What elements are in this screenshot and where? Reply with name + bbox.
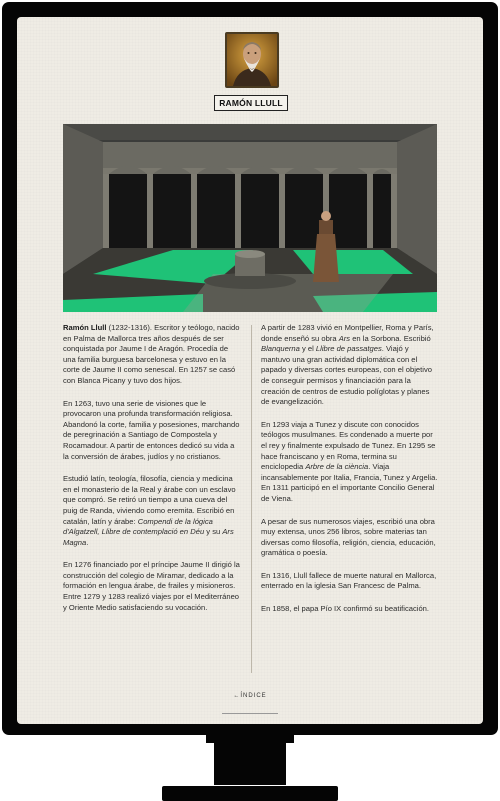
bio-text-run: en la Sorbona. Escribió: [350, 333, 431, 343]
bio-text-run: En 1276 financiado por el príncipe Jaume II dirigió la construcción del colegio de Miramar, dedicado a la formación en lengua árabe, de frailes y misioneros. Entre 1279 y 1283 realizó viajes por el Mediterráneo y Oriente Medio satisfaciendo su vocación.: [63, 560, 240, 612]
bio-text-run: En 1293 viaja a Tunez y discute con conocidos teólogos musulmanes. Es condenado a muerte por el rey y finalmente expulsado de Tunez. En 1295 se hace franciscano y en Roma, termina su enciclopedia: [261, 419, 436, 472]
bio-text-run: Estudió latín, teología, filosofía, ciencia y medicina en el monasterio de la Real y árabe con un esclavo que compró. Se retiró un tiempo a una cueva del puig de Randa, viviendo como eremita. Escribió en catalán, latín y árabe:: [63, 474, 236, 526]
bio-text-run: Ars: [338, 333, 351, 343]
bio-text-run: Ramón Llull: [63, 323, 107, 332]
bio-text-run: y su: [204, 527, 223, 537]
bio-text-run: . Viaja incansablemente por Italia, Francia, Tunez y Argelia. En 1311 participó en el importante Concilio General de Viena.: [261, 462, 438, 503]
name-label-box: [214, 95, 288, 111]
bio-text-run: En 1263, tuvo una serie de visiones que le provocaron una profunda transformación religiosa. Abandonó la corte, familia y posesiones, marchando de peregrinación a Santiago de Compostela y Rocamadour. A partir de entonces dedicó su vida a la conversión de árabes, judíos y no cristianos.: [63, 398, 240, 461]
bio-text-run: . Viajó y mantuvo una gran actividad diplomática con el papado y diversas cortes europeas, con el objetivo de conseguir permisos y financiación para la creación de centros de estudio políglotas y planes de evangelización.: [261, 344, 432, 407]
bio-text-run: Llibre de passatges: [315, 344, 382, 354]
footer-rule: [222, 713, 278, 714]
bio-text-run: y el: [299, 344, 316, 354]
bio-paragraph: [63, 474, 241, 548]
bio-text-run: (1232-1316). Escritor y teólogo, nacido en Palma de Mallorca tres años después de ser conquistada por Jaume I de Aragón. Procedía de una familia burguesa barcelonesa y estuvo en la corte de Jaume II como senescal. En 1257 se casó con Blanca Picany y tuvo dos hijos.: [63, 323, 240, 385]
bio-paragraph: [261, 420, 439, 505]
bio-paragraph: [261, 604, 439, 615]
bio-text-run: .: [86, 537, 89, 547]
bio-column-right: [261, 323, 439, 627]
bio-paragraph: [63, 323, 241, 387]
bio-text-run: En 1858, el papa Pío IX confirmó su beatificación.: [261, 604, 430, 614]
bio-paragraph: [63, 560, 241, 613]
bio-paragraph: [261, 517, 439, 559]
column-divider: [251, 325, 252, 673]
bio-text-run: En 1316, Llull fallece de muerte natural en Mallorca, enterrado en la iglesia San Francesc de Palma.: [261, 570, 437, 591]
bio-paragraph: [261, 323, 439, 408]
person-name: RAMÓN LLULL: [219, 98, 283, 108]
back-arrow-icon: ←: [233, 693, 241, 699]
bio-paragraph: [63, 399, 241, 463]
bio-paragraph: [261, 571, 439, 592]
bio-text-run: Blanquerna: [261, 344, 300, 354]
bio-text-run: Compendi de la lógica d'Algatzell, Llibre de contemplació en Déu: [63, 516, 213, 537]
monitor-stand-base: [162, 786, 338, 801]
bearded-man-portrait-icon: [227, 34, 277, 86]
bio-text-run: A pesar de sus numerosos viajes, escribió una obra muy extensa, unos 256 libros, sobre materias tan diversas como filosofía, religión, ciencia, educación, gramática o poesía.: [261, 516, 436, 558]
screen: [17, 17, 483, 724]
index-label: ÍNDICE: [240, 693, 267, 699]
index-link[interactable]: [217, 693, 283, 699]
cloister-scene-illustration: [63, 124, 437, 312]
bio-column-left: [63, 323, 241, 625]
portrait-image: [225, 32, 279, 88]
monitor-stand-neck: [214, 735, 286, 785]
bio-text-run: A partir de 1283 vivió en Montpellier, Roma y París, donde enseñó su obra: [261, 323, 434, 343]
monitor-frame: [2, 2, 498, 735]
bio-text-run: Ars Magna: [63, 527, 234, 547]
cloister-scene-icon: [63, 124, 437, 312]
bio-text-run: Arbre de la ciència: [305, 462, 369, 472]
